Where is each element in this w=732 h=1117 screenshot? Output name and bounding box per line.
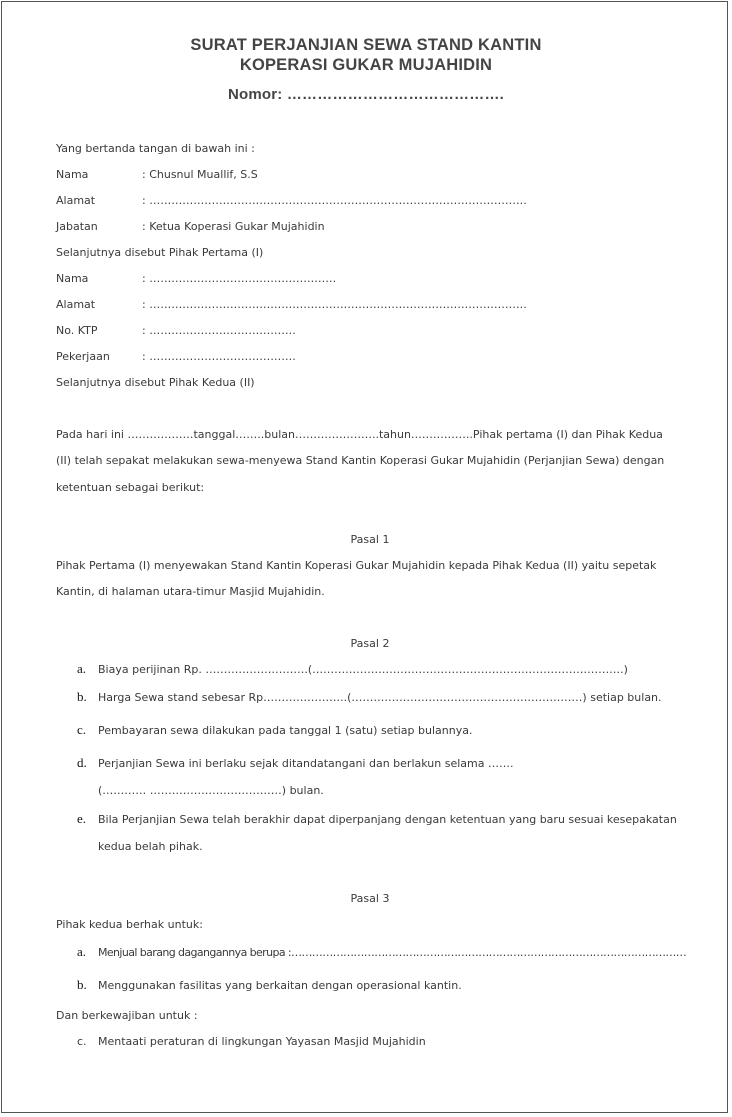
intro-text: Yang bertanda tangan di bawah ini : xyxy=(56,142,255,155)
opening-line2: (II) telah sepakat melakukan sewa-menyewa Stand Kantin Koperasi Gukar Mujahidin (Perjanjian Sewa) dengan xyxy=(56,454,665,467)
pasal2-item-e-text-cont: kedua belah pihak. xyxy=(98,840,203,853)
party1-jabatan-label: Jabatan xyxy=(56,220,98,233)
pasal2-item-c-text: Pembayaran sewa dilakukan pada tanggal 1 (satu) setiap bulannya. xyxy=(98,724,473,737)
pasal3-hak-intro: Pihak kedua berhak untuk: xyxy=(56,918,203,931)
pasal3-kewajiban-intro: Dan berkewajiban untuk : xyxy=(56,1009,198,1022)
party2-ktp-value: : …………………………………. xyxy=(142,324,296,337)
party1-nama-value: : Chusnul Muallif, S.S xyxy=(142,168,258,181)
party2-disebut: Selanjutnya disebut Pihak Kedua (II) xyxy=(56,376,255,389)
opening-line3: ketentuan sebagai berikut: xyxy=(56,481,205,494)
pasal2-item-a-marker: a. xyxy=(77,661,87,676)
document-title-line1: SURAT PERJANJIAN SEWA STAND KANTIN xyxy=(190,36,542,54)
party2-alamat-value: : …………………………………………………………………………………………. xyxy=(142,298,527,311)
document-title-line2: KOPERASI GUKAR MUJAHIDIN xyxy=(239,56,493,74)
pasal2-item-c-marker: c. xyxy=(77,722,87,737)
party1-disebut: Selanjutnya disebut Pihak Pertama (I) xyxy=(56,246,264,259)
pasal1-line2: Kantin, di halaman utara-timur Masjid Mujahidin. xyxy=(56,585,325,598)
pasal2-item-d-text: Perjanjian Sewa ini berlaku sejak ditandatangani dan berlakun selama ……. xyxy=(98,757,514,770)
pasal2-item-e-marker: e. xyxy=(77,811,87,826)
pasal2-item-d-text-cont: (………… ………………………………) bulan. xyxy=(98,784,324,797)
party1-alamat-label: Alamat xyxy=(56,194,96,207)
party1-alamat-value: : …………………………………………………………………………………………. xyxy=(142,194,527,207)
pasal1-heading: Pasal 1 xyxy=(350,533,390,546)
opening-line1: Pada hari ini ………………tanggal……..bulan…………………..tahun……………..Pihak pertama (I) dan Pihak Kedua xyxy=(56,428,663,441)
party2-ktp-label: No. KTP xyxy=(56,324,98,337)
pasal2-heading: Pasal 2 xyxy=(350,637,390,650)
pasal3-hak-a-text: Menjual barang dagangannya berupa :…………………………………………………………………………………………………… xyxy=(98,946,687,959)
party2-pekerjaan-label: Pekerjaan xyxy=(56,350,110,363)
pasal2-item-d-marker: d. xyxy=(77,755,87,770)
pasal3-hak-b-marker: b. xyxy=(77,977,87,992)
pasal3-hak-b-text: Menggunakan fasilitas yang berkaitan dengan operasional kantin. xyxy=(98,979,462,992)
party2-alamat-label: Alamat xyxy=(56,298,96,311)
party2-nama-label: Nama xyxy=(56,272,89,285)
pasal2-item-e-text: Bila Perjanjian Sewa telah berakhir dapat diperpanjang dengan ketentuan yang baru sesuai kesepakatan xyxy=(98,813,677,826)
pasal2-item-b-marker: b. xyxy=(77,689,87,704)
party2-nama-value: : …………………………………………… xyxy=(142,272,337,285)
document-number: Nomor: ……………………………………. xyxy=(227,86,505,103)
party1-nama-label: Nama xyxy=(56,168,89,181)
pasal3-kewajiban-c-text: Mentaati peraturan di lingkungan Yayasan Masjid Mujahidin xyxy=(98,1035,426,1048)
pasal3-hak-a-marker: a. xyxy=(77,944,87,959)
pasal1-line1: Pihak Pertama (I) menyewakan Stand Kantin Koperasi Gukar Mujahidin kepada Pihak Kedua (II) yaitu sepetak xyxy=(56,559,657,572)
pasal2-item-b-text: Harga Sewa stand sebesar Rp…………………..(………………………………………………………) setiap bulan. xyxy=(98,691,662,704)
pasal2-item-a-text: Biaya perijinan Rp. ……………………….(………………………………………………………………………….) xyxy=(98,663,628,676)
pasal3-kewajiban-c-marker: c. xyxy=(77,1035,87,1048)
party2-pekerjaan-value: : …………………………………. xyxy=(142,350,296,363)
pasal3-heading: Pasal 3 xyxy=(350,892,390,905)
party1-jabatan-value: : Ketua Koperasi Gukar Mujahidin xyxy=(142,220,325,233)
